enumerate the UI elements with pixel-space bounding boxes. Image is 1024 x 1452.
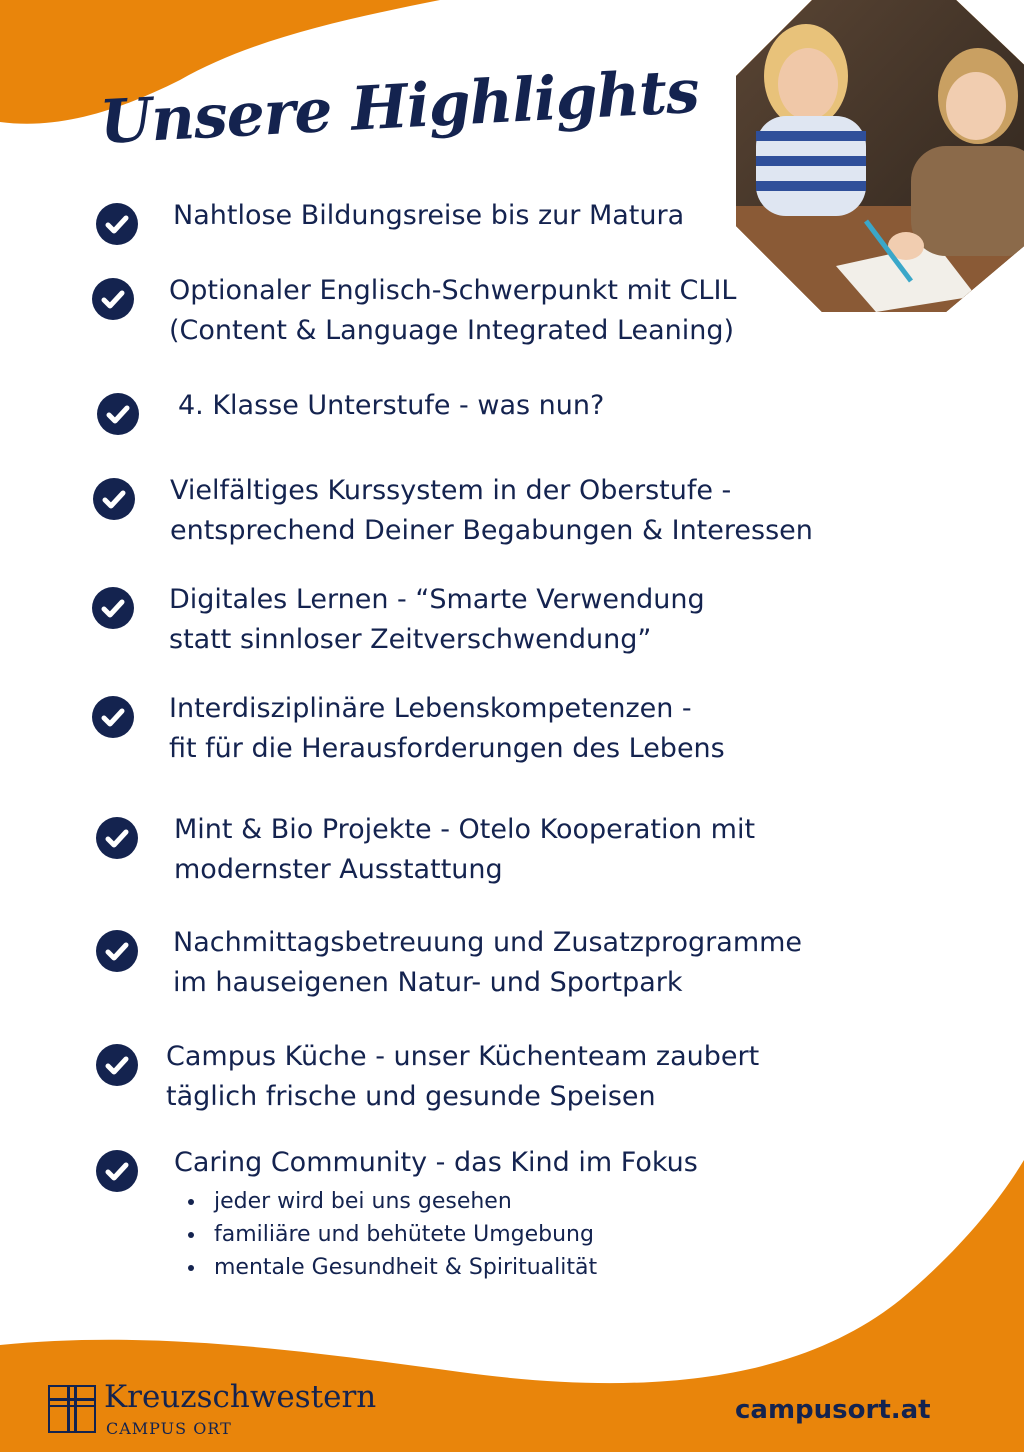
check-circle-icon [93, 478, 135, 520]
check-circle-icon [96, 1044, 138, 1086]
highlight-text: im hauseigenen Natur- und Sportpark [173, 967, 683, 998]
page-title: Unsere Highlights [98, 56, 701, 158]
highlight-text: Campus Küche - unser Küchenteam zaubert [166, 1041, 760, 1072]
sub-bullet-item: mentale Gesundheit & Spiritualität [188, 1251, 597, 1284]
check-circle-icon [92, 696, 134, 738]
check-circle-icon [96, 1150, 138, 1192]
check-circle-icon [97, 393, 139, 435]
cross-window-icon [48, 1385, 96, 1433]
highlight-text: täglich frische und gesunde Speisen [166, 1081, 656, 1112]
highlight-text: modernster Ausstattung [174, 854, 503, 885]
highlight-text: Digitales Lernen - “Smarte Verwendung [169, 584, 705, 615]
highlight-text: Nahtlose Bildungsreise bis zur Matura [173, 200, 685, 231]
highlight-text: Vielfältiges Kurssystem in der Oberstufe - [170, 475, 732, 506]
check-circle-icon [96, 930, 138, 972]
sub-bullet-item: familiäre und behütete Umgebung [188, 1218, 597, 1251]
highlight-text: Nachmittagsbetreuung und Zusatzprogramme [173, 927, 803, 958]
logo-name: Kreuzschwestern [104, 1379, 377, 1415]
check-circle-icon [92, 587, 134, 629]
highlight-text: fit für die Herausforderungen des Lebens [169, 733, 725, 764]
sub-bullet-list [188, 1185, 597, 1284]
highlight-text: (Content & Language Integrated Leaning) [169, 315, 735, 346]
sub-bullet-item: jeder wird bei uns gesehen [188, 1185, 597, 1218]
logo-subtitle: CAMPUS ORT [106, 1419, 232, 1438]
highlight-text: Caring Community - das Kind im Fokus [174, 1147, 698, 1178]
highlight-text: statt sinnloser Zeitverschwendung” [169, 624, 652, 655]
highlight-text: entsprechend Deiner Begabungen & Interessen [170, 515, 813, 546]
check-circle-icon [96, 203, 138, 245]
check-circle-icon [92, 278, 134, 320]
check-circle-icon [96, 817, 138, 859]
students-photo [736, 0, 1024, 312]
highlight-text: Interdisziplinäre Lebenskompetenzen - [169, 693, 692, 724]
highlight-text: Mint & Bio Projekte - Otelo Kooperation mit [174, 814, 756, 845]
highlight-text: 4. Klasse Unterstufe - was nun? [178, 390, 605, 421]
highlight-text: Optionaler Englisch-Schwerpunkt mit CLIL [169, 275, 737, 306]
website-link[interactable]: campusort.at [735, 1395, 931, 1425]
